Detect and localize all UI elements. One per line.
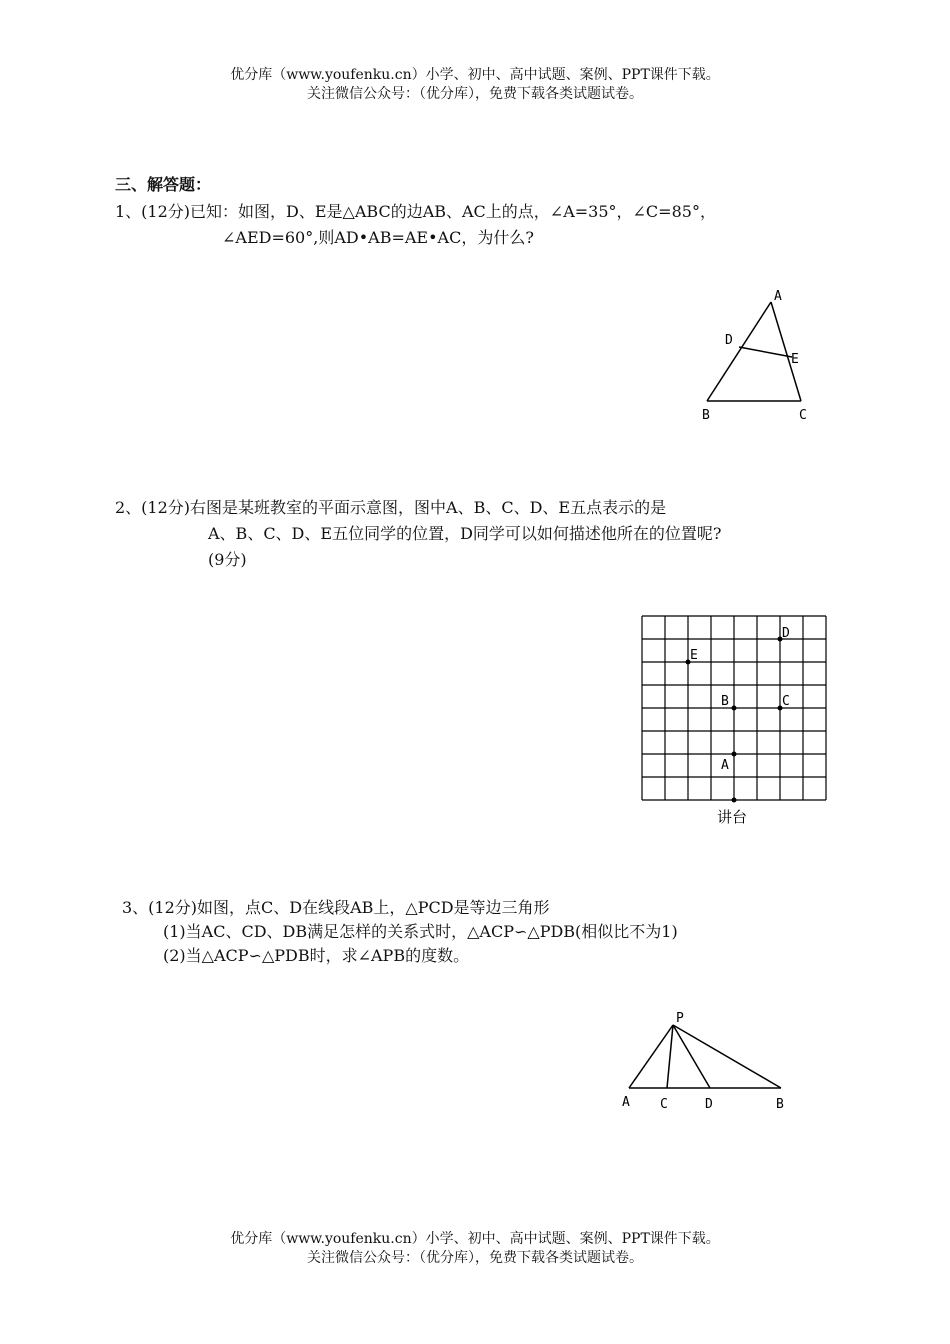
footer-line-2: 关注微信公众号：（优分库），免费下载各类试题试卷。 [307,1250,643,1266]
q1-line-2: ∠AED=60°,则AD•AB=AE•AC，为什么? [222,228,534,247]
label-c: C [799,408,807,423]
segment-de [739,347,792,357]
header-line-2: 关注微信公众号：（优分库），免费下载各类试题试卷。 [307,86,643,102]
header-line-1: 优分库（www.youfenku.cn）小学、初中、高中试题、案例、PPT课件下载。 [230,67,720,83]
q3-triangle-figure [615,1005,805,1117]
q3-line-2: (1)当AC、CD、DB满足怎样的关系式时，△ACP∽△PDB(相似比不为1) [163,922,678,941]
segment-pc [667,1025,673,1088]
grid-label-c: C [782,694,790,709]
grid-label-d: D [782,626,790,641]
point-b [732,706,737,711]
label-b: B [702,408,710,423]
page-footer [0,1230,950,1268]
point-podium [732,798,737,803]
grid-label-a: A [721,758,729,773]
q3-line-3: (2)当△ACP∽△PDB时，求∠APB的度数。 [163,946,470,965]
label-b: B [776,1097,784,1112]
segment-pa [629,1025,673,1088]
label-p: P [676,1011,684,1026]
segment-pd [673,1025,710,1088]
label-d: D [725,333,733,348]
grid-label-b: B [721,694,729,709]
label-a: A [622,1095,630,1110]
page-header [0,66,950,104]
q2-line-1: 2、(12分)右图是某班教室的平面示意图，图中A、B、C、D、E五点表示的是 [115,498,667,517]
grid-label-e: E [690,648,698,663]
q2-line-3: (9分) [208,550,247,569]
label-d: D [705,1097,713,1112]
label-e: E [791,352,799,367]
footer-line-1: 优分库（www.youfenku.cn）小学、初中、高中试题、案例、PPT课件下载。 [230,1231,720,1247]
label-a: A [774,289,782,304]
label-c: C [660,1097,668,1112]
q3-line-1: 3、(12分)如图，点C、D在线段AB上，△PCD是等边三角形 [122,898,550,917]
q1-triangle-figure [690,285,820,425]
q2-line-2: A、B、C、D、E五位同学的位置，D同学可以如何描述他所在的位置呢? [208,524,722,543]
point-a [732,752,737,757]
q2-classroom-grid [636,612,836,832]
podium-label: 讲台 [717,808,748,826]
section-title: 三、解答题： [115,175,212,194]
segment-pb [673,1025,781,1088]
q1-line-1: 1、(12分)已知：如图，D、E是△ABC的边AB、AC上的点，∠A=35°，∠C=85°， [115,202,716,221]
